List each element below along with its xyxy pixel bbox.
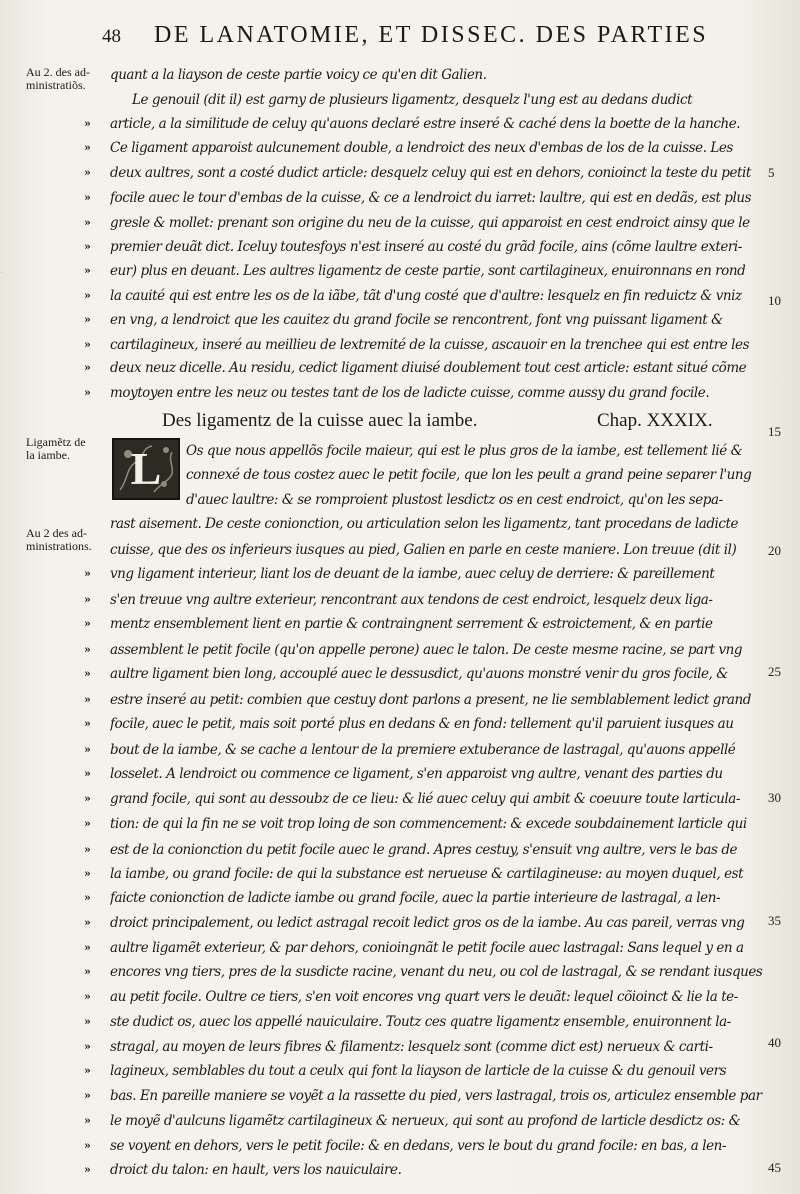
text-line: ste dudict os, auec los appellé nauiculaire. Toutz ces quatre ligamentz ensemble, enuironnent la- <box>110 1014 731 1030</box>
text-line: vng ligament interieur, liant los de deuant de la iambe, auec celuy de derriere: & pareillement <box>110 566 715 582</box>
citation-marker: » <box>84 1040 91 1053</box>
citation-marker: » <box>84 338 91 351</box>
text-line: Le genouil (dit il) est garny de plusieurs ligamentz, desquelz l'ung est au dedans dudict <box>132 92 693 108</box>
citation-marker: » <box>84 240 91 253</box>
text-line: est de la conionction du petit focile auec le grand. Apres cestuy, s'ensuit vng aultre, vers le bas de <box>110 842 738 858</box>
citation-marker: » <box>84 117 91 130</box>
text-line: stragal, au moyen de leurs fibres & filamentz: lesquelz sont (comme dict est) nerueux & carti- <box>110 1039 713 1055</box>
citation-marker: » <box>84 1015 91 1028</box>
text-line: premier deuãt dict. Iceluy toutesfoys n'est inseré au costé du grãd focile, ains (cõme laultre exteri- <box>110 239 742 255</box>
line-number: 10 <box>768 293 781 308</box>
text-line: eur) plus en deuant. Les aultres ligamentz de ceste partie, sont cartilagineux, enuironnans en rond <box>110 263 746 279</box>
citation-marker: » <box>84 667 91 680</box>
chapter-number: Chap. XXXIX. <box>597 410 713 431</box>
citation-marker: » <box>84 965 91 978</box>
citation-marker: » <box>84 1163 91 1176</box>
citation-marker: » <box>84 289 91 302</box>
citation-marker: » <box>84 817 91 830</box>
text-line: grand focile, qui sont au dessoubz de ce lieu: & lié auec celuy qui ambit & coeuure toute larticula- <box>110 791 740 807</box>
text-line: cuisse, que des os inferieurs iusques au pied, Galien en parle en ceste maniere. Lon treuue (dit il) <box>110 542 737 558</box>
citation-marker: » <box>84 1089 91 1102</box>
citation-marker: » <box>84 1064 91 1077</box>
margin-note-text: Au 2. des ad- ministratiõs. <box>26 65 90 92</box>
citation-marker: » <box>84 743 91 756</box>
decorated-initial <box>112 438 180 500</box>
text-line: assemblent le petit focile (qu'on appelle perone) auec le talon. De ceste mesme racine, se part vng <box>110 642 743 658</box>
citation-marker: » <box>84 313 91 326</box>
chapter-title: Des ligamentz de la cuisse auec la iambe. <box>162 410 478 431</box>
citation-marker: » <box>84 386 91 399</box>
citation-marker: » <box>84 1139 91 1152</box>
text-line: en vng, a lendroict que les cauitez du grand focile se rencontrent, font vng puissant ligament & <box>110 312 723 328</box>
text-line: droict principalement, ou ledict astragal recoit ledict gros os de la iambe. Au cas pareil, verras vng <box>110 915 745 931</box>
text-line: droict du talon: en hault, vers los nauiculaire. <box>110 1162 402 1178</box>
citation-marker: » <box>84 767 91 780</box>
text-line: focile auec le tour d'embas de la cuisse, & ce a lendroict du iarret: laultre, qui est en dedãs, est plus <box>110 190 752 206</box>
text-line: encores vng tiers, pres de la susdicte racine, venant du neu, ou col de lastragal, & se rendant iusques <box>110 964 763 980</box>
citation-marker: » <box>84 941 91 954</box>
citation-marker: » <box>84 643 91 656</box>
line-number: 15 <box>768 424 781 439</box>
citation-marker: » <box>84 617 91 630</box>
citation-marker: » <box>84 916 91 929</box>
text-line: bas. En pareille maniere se voyẽt a la rassette du pied, vers lastragal, trois os, articulez ensemble par <box>110 1088 762 1104</box>
line-number: 20 <box>768 543 781 558</box>
drop-cap-letter: L <box>130 443 162 494</box>
line-number: 35 <box>768 913 781 928</box>
text-line: la iambe, ou grand focile: de qui la substance est nerueuse & cartilagineuse: au moyen duquel, est <box>110 866 744 882</box>
running-title: DE LANATOMIE, ET DISSEC. DES PARTIES <box>154 22 709 48</box>
margin-note-ligaments <box>26 436 106 462</box>
text-line: deux aultres, sont a costé dudict article: desquelz celuy qui est en dehors, conioinct la teste du petit <box>110 165 751 181</box>
text-line: moytoyen entre les neuz ou testes tant de los de ladicte cuisse, comme aussy du grand focile. <box>110 385 710 401</box>
citation-marker: » <box>84 567 91 580</box>
text-line: article, a la similitude de celuy qu'auons declaré estre inseré & caché dens la boette de la hanche. <box>110 116 741 132</box>
citation-marker: » <box>84 717 91 730</box>
text-line: cartilagineux, inseré au meillieu de lextremité de la cuisse, ascauoir en la trenchee qui est entre les <box>110 337 750 353</box>
citation-marker: » <box>84 191 91 204</box>
line-number: 40 <box>768 1035 781 1050</box>
text-line: quant a la liayson de ceste partie voicy ce qu'en dit Galien. <box>110 67 487 83</box>
text-line: au petit focile. Oultre ce tiers, s'en voit encores vng quart vers le deuãt: lequel cõioinct & lie la te- <box>110 989 738 1005</box>
text-line: bout de la iambe, & se cache a lentour de la premiere extuberance de lastragal, qu'auons appellé <box>110 742 736 758</box>
text-line: gresle & mollet: prenant son origine du neu de la cuisse, qui apparoist en cest endroict ainsy que le <box>110 215 750 231</box>
text-line: estre inseré au petit: combien que cestuy dont parlons a present, ne lie semblablement ledict grand <box>110 692 751 708</box>
text-line: aultre ligamẽt exterieur, & par dehors, conioingnãt le petit focile auec lastragal: Sans lequel y en a <box>110 940 744 956</box>
citation-marker: » <box>84 361 91 374</box>
citation-marker: » <box>84 990 91 1003</box>
margin-note-text: Ligamẽtz de la iambe. <box>26 435 86 462</box>
text-line: Os que nous appellõs focile maieur, qui est le plus gros de la iambe, est tellement lié & <box>186 443 743 459</box>
text-line: rast aisement. De ceste conionction, ou articulation selon les ligamentz, tant procedans de ladicte <box>110 516 739 532</box>
bleed-through-mark: · <box>0 268 4 279</box>
citation-marker: » <box>84 693 91 706</box>
text-line: d'auec laultre: & se romproient plustost lesdictz os en cest endroict, qu'on les sepa- <box>186 492 723 508</box>
text-line: s'en treuue vng aultre exterieur, rencontrant aux tendons de cest endroict, lesquelz deux liga- <box>110 592 713 608</box>
text-line: deux neuz dicelle. Au residu, cedict ligament diuisé doublement tout cest article: estant situé cõme <box>110 360 747 376</box>
text-line: aultre ligament bien long, accouplé auec le dessusdict, qu'auons monstré venir du gros focile, & <box>110 666 728 682</box>
citation-marker: » <box>84 867 91 880</box>
text-line: lagineux, semblables du tout a ceulx qui font la liayson de larticle de la cuisse & du genouil vers <box>110 1063 727 1079</box>
line-number: 5 <box>768 165 775 180</box>
citation-marker: » <box>84 593 91 606</box>
text-line: se voyent en dehors, vers le petit focile: & en dedans, vers le bout du grand focile: en bas, a len- <box>110 1138 727 1154</box>
text-line: connexé de tous costez auec le petit focile, que lon les peult a grand peine separer l'ung <box>186 467 752 483</box>
line-number: 45 <box>768 1160 781 1175</box>
margin-note-reference-2 <box>26 527 106 553</box>
margin-note-text: Au 2 des ad- ministrations. <box>26 526 92 553</box>
citation-marker: » <box>84 1114 91 1127</box>
chapter-heading <box>162 410 782 436</box>
citation-marker: » <box>84 216 91 229</box>
margin-note-reference-1 <box>26 66 106 92</box>
line-number: 25 <box>768 664 781 679</box>
citation-marker: » <box>84 166 91 179</box>
text-line: focile, auec le petit, mais soit porté plus en dedans & en fond: tellement qu'il paruient iusques au <box>110 716 734 732</box>
line-number: 30 <box>768 790 781 805</box>
text-line: mentz ensemblement lient en partie & contraingnent serrement & estroictement, & en partie <box>110 616 713 632</box>
citation-marker: » <box>84 264 91 277</box>
text-line: losselet. A lendroict ou commence ce ligament, s'en apparoist vng aultre, venant des parties du <box>110 766 723 782</box>
text-line: faicte conionction de ladicte iambe ou grand focile, auec la partie interieure de lastragal, a len- <box>110 890 721 906</box>
citation-marker: » <box>84 141 91 154</box>
citation-marker: » <box>84 792 91 805</box>
text-line: la cauité qui est entre les os de la iãbe, tãt d'ung costé que d'aultre: lesquelz en fin reduictz & vniz <box>110 288 742 304</box>
text-line: Ce ligament apparoist aulcunement double, a lendroict des neux d'embas de los de la cuisse. Les <box>110 140 733 156</box>
page-number: 48 <box>102 26 121 47</box>
running-head <box>102 20 742 54</box>
text-line: le moyẽ d'aulcuns ligamẽtz cartilagineux & nerueux, qui sont au profond de larticle desdictz os: & <box>110 1113 741 1129</box>
text-line: tion: de qui la fin ne se voit trop loing de son commencement: & excede soubdainement larticle qui <box>110 816 747 832</box>
citation-marker: » <box>84 843 91 856</box>
citation-marker: » <box>84 891 91 904</box>
